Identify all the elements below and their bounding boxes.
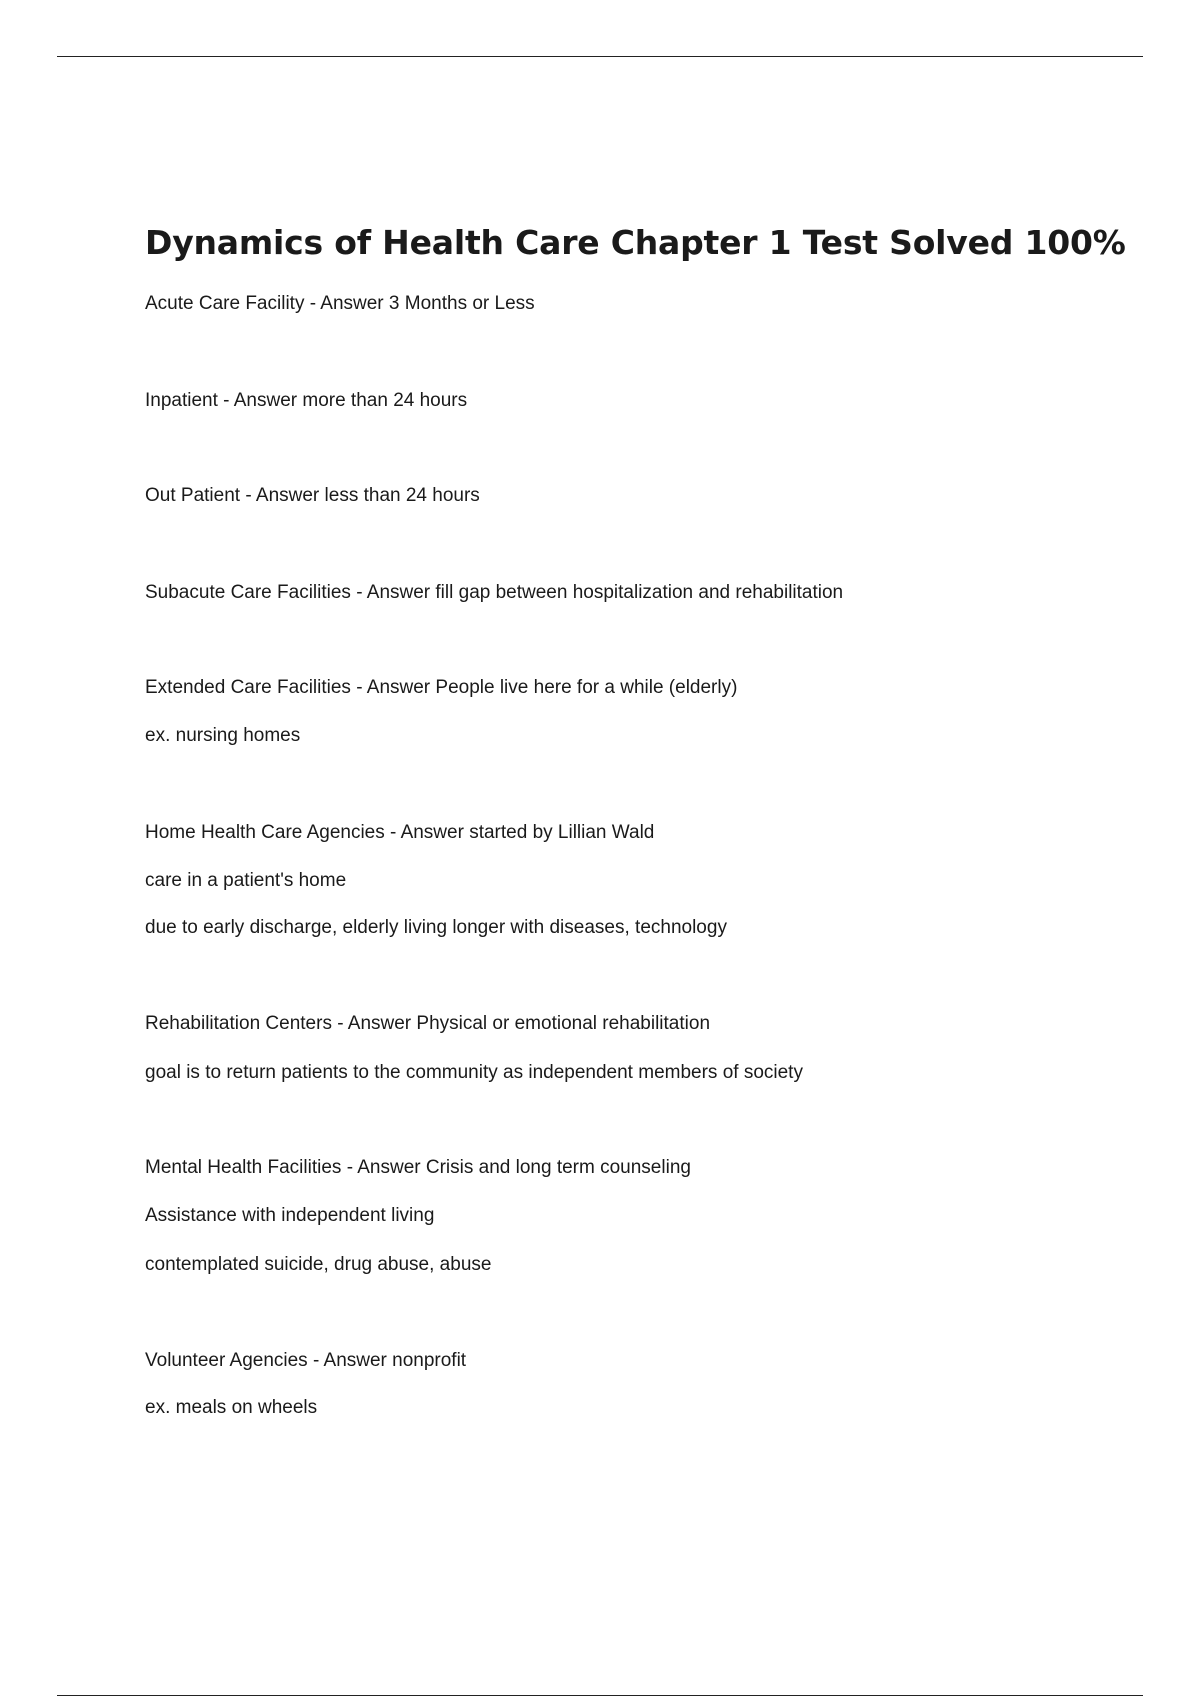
- entry-inpatient-line-1: Inpatient - Answer more than 24 hours: [145, 390, 468, 411]
- entry-extended-care-line-2: ex. nursing homes: [145, 725, 301, 746]
- entry-home-health-line-1: Home Health Care Agencies - Answer started by Lillian Wald: [145, 822, 655, 843]
- entry-outpatient-line-1: Out Patient - Answer less than 24 hours: [145, 485, 480, 506]
- entry-home-health-line-2: care in a patient's home: [145, 870, 347, 891]
- entry-rehabilitation-line-2: goal is to return patients to the community as independent members of society: [145, 1062, 803, 1083]
- entry-mental-health-line-2: Assistance with independent living: [145, 1205, 435, 1226]
- entry-mental-health-line-1: Mental Health Facilities - Answer Crisis and long term counseling: [145, 1157, 691, 1178]
- entry-subacute-line-1: Subacute Care Facilities - Answer fill gap between hospitalization and rehabilitation: [145, 582, 844, 603]
- entry-acute-care-line-1: Acute Care Facility - Answer 3 Months or Less: [145, 293, 535, 314]
- entry-volunteer-line-1: Volunteer Agencies - Answer nonprofit: [145, 1350, 467, 1371]
- entry-extended-care-line-1: Extended Care Facilities - Answer People live here for a while (elderly): [145, 677, 738, 698]
- entry-volunteer-line-2: ex. meals on wheels: [145, 1397, 318, 1418]
- page-title: Dynamics of Health Care Chapter 1 Test Solved 100%: [145, 223, 1126, 262]
- entry-rehabilitation-line-1: Rehabilitation Centers - Answer Physical or emotional rehabilitation: [145, 1013, 711, 1034]
- entry-mental-health-line-3: contemplated suicide, drug abuse, abuse: [145, 1254, 492, 1275]
- footer-rule: [57, 1695, 1143, 1696]
- header-rule: [57, 56, 1143, 57]
- entry-home-health-line-3: due to early discharge, elderly living longer with diseases, technology: [145, 917, 727, 938]
